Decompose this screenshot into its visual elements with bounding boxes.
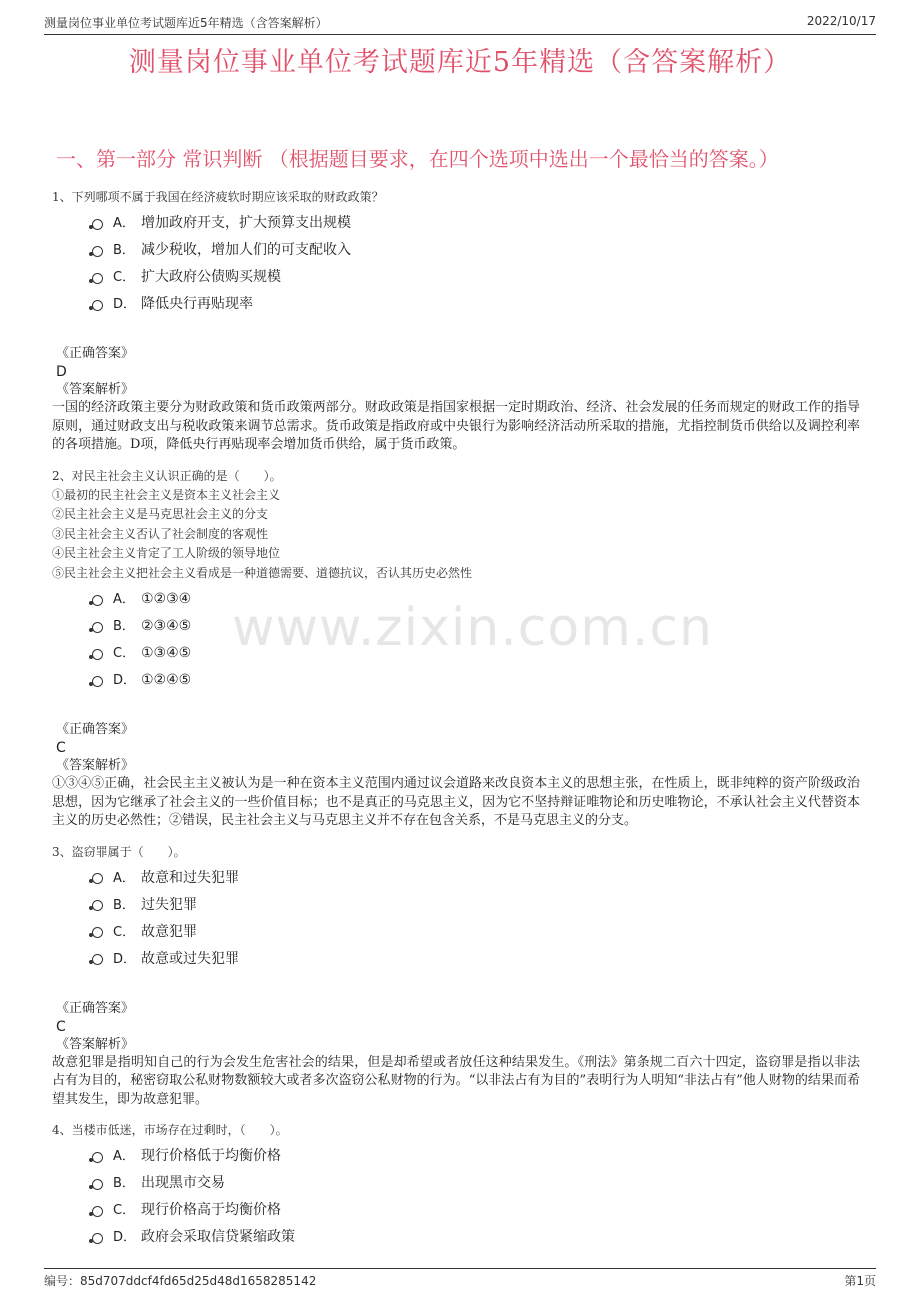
option-text: 故意犯罪 — [141, 923, 197, 940]
radio-icon[interactable] — [92, 595, 103, 606]
option-c[interactable] — [92, 920, 860, 947]
option-list — [92, 587, 860, 695]
radio-icon[interactable] — [92, 273, 103, 284]
correct-answer: C — [56, 1018, 66, 1035]
option-c[interactable] — [92, 641, 860, 668]
option-letter: B． — [113, 243, 135, 258]
radio-icon[interactable] — [92, 927, 103, 938]
watermark: www.zixin.com.cn — [232, 598, 713, 658]
correct-answer-label: 《正确答案》 — [56, 346, 135, 361]
option-list — [92, 1144, 860, 1252]
option-text: 过失犯罪 — [141, 896, 197, 913]
explanation-text: 一国的经济政策主要分为财政政策和货币政策两部分。财政政策是指国家根据一定时期政治、经济、社会发展的任务而规定的财政工作的指导原则，通过财政支出与税收政策来调节总需求。货币政策是指政府或中央银行为影响经济活动所采取的措施，尤指控制货币供给以及调控利率的各项措施。D项，降低央行再贴现率会增加货币供给，属于货币政策。 — [52, 400, 860, 452]
answer-block — [52, 1000, 860, 1110]
radio-icon[interactable] — [92, 676, 103, 687]
option-letter: D． — [113, 297, 137, 312]
option-text: 增加政府开支，扩大预算支出规模 — [141, 215, 351, 231]
option-letter: A． — [113, 216, 135, 231]
option-text: 出现黑市交易 — [141, 1175, 225, 1191]
option-text: 政府会采取信贷紧缩政策 — [141, 1229, 295, 1245]
explanation-label: 《答案解析》 — [56, 382, 135, 397]
radio-icon[interactable] — [92, 900, 103, 911]
document-title: 测量岗位事业单位考试题库近5年精选（含答案解析） — [128, 47, 792, 78]
explanation-label: 《答案解析》 — [56, 758, 135, 773]
option-d[interactable] — [92, 947, 860, 974]
option-d[interactable] — [92, 292, 860, 319]
header-date: 2022/10/17 — [806, 14, 876, 28]
radio-icon[interactable] — [92, 300, 103, 311]
page-header — [44, 10, 876, 35]
radio-icon[interactable] — [92, 1206, 103, 1217]
option-b[interactable] — [92, 238, 860, 265]
page-footer — [44, 1268, 876, 1291]
radio-icon[interactable] — [92, 649, 103, 660]
option-a[interactable] — [92, 866, 860, 893]
option-b[interactable] — [92, 1171, 860, 1198]
correct-answer-label: 《正确答案》 — [56, 1000, 135, 1016]
option-text: ①②③④ — [141, 591, 192, 607]
option-text: 减少税收，增加人们的可支配收入 — [141, 242, 351, 258]
explanation-text: 故意犯罪是指明知自己的行为会发生危害社会的结果，但是却希望或者放任这种结果发生。《刑法》第条规二百六十四定，盗窃罪是指以非法占有为目的，秘密窃取公私财物数额较大或者多次盗窃公私财物的行为。“以非法占有为目的”表明行为人明知“非法占有”他人财物的结果而希望其发生，即为故意犯罪。 — [52, 1054, 860, 1107]
answer-block — [52, 721, 860, 831]
statement-line: ③民主社会主义否认了社会制度的客观性 — [52, 526, 269, 541]
option-letter: D． — [113, 673, 137, 688]
option-letter: C． — [113, 646, 136, 661]
explanation-label: 《答案解析》 — [56, 1036, 135, 1052]
statement-line: ②民主社会主义是马克思社会主义的分支 — [52, 507, 269, 521]
question-block — [52, 843, 860, 1110]
option-letter: D． — [113, 951, 137, 967]
option-d[interactable] — [92, 1225, 860, 1252]
option-text: 现行价格低于均衡价格 — [141, 1148, 281, 1164]
option-a[interactable] — [92, 1144, 860, 1171]
radio-icon[interactable] — [92, 219, 103, 230]
correct-answer: C — [56, 740, 66, 756]
radio-icon[interactable] — [92, 873, 103, 884]
header-doc-name: 测量岗位事业单位考试题库近5年精选（含答案解析） — [44, 16, 328, 30]
option-text: ①②④⑤ — [141, 672, 192, 688]
option-letter: A． — [113, 870, 135, 886]
option-d[interactable] — [92, 668, 860, 695]
statement-line: ⑤民主社会主义把社会主义看成是一种道德需要、道德抗议，否认其历史必然性 — [52, 565, 473, 580]
radio-icon[interactable] — [92, 1233, 103, 1244]
radio-icon[interactable] — [92, 622, 103, 633]
radio-icon[interactable] — [92, 1179, 103, 1190]
radio-icon[interactable] — [92, 1152, 103, 1163]
option-text: 故意或过失犯罪 — [141, 950, 239, 967]
question-stem: 3、盗窃罪属于（ ）。 — [52, 844, 186, 859]
option-letter: A． — [113, 1149, 135, 1164]
section-title: 一、第一部分 常识判断 （根据题目要求，在四个选项中选出一个最恰当的答案。） — [56, 147, 779, 171]
footer-page-number: 第1页 — [844, 1274, 876, 1288]
option-text: 现行价格高于均衡价格 — [141, 1202, 281, 1218]
option-a[interactable] — [92, 587, 860, 614]
option-list — [92, 211, 860, 319]
option-letter: B． — [113, 619, 135, 634]
correct-answer: D — [56, 364, 67, 380]
question-stem: 4、当楼市低迷，市场存在过剩时，（ ）。 — [52, 1123, 288, 1137]
option-text: ②③④⑤ — [141, 618, 192, 634]
option-text: 降低央行再贴现率 — [141, 296, 253, 312]
option-letter: B． — [113, 897, 135, 913]
statement-line: ①最初的民主社会主义是资本主义社会主义 — [52, 487, 281, 502]
option-letter: B． — [113, 1176, 135, 1191]
option-text: ①③④⑤ — [141, 645, 192, 661]
option-b[interactable] — [92, 893, 860, 920]
option-c[interactable] — [92, 265, 860, 292]
option-letter: A． — [113, 592, 135, 607]
option-c[interactable] — [92, 1198, 860, 1225]
footer-doc-id: 编号：85d707ddcf4fd65d25d48d1658285142 — [44, 1274, 317, 1288]
question-block — [52, 1121, 860, 1252]
option-text: 扩大政府公债购买规模 — [141, 269, 281, 285]
option-letter: C． — [113, 270, 136, 285]
question-block — [52, 467, 860, 831]
option-a[interactable] — [92, 211, 860, 238]
correct-answer-label: 《正确答案》 — [56, 722, 135, 737]
question-stem: 1、下列哪项不属于我国在经济疲软时期应该采取的财政政策？ — [52, 190, 384, 204]
option-letter: C． — [113, 924, 136, 940]
statement-line: ④民主社会主义肯定了工人阶级的领导地位 — [52, 546, 281, 560]
option-text: 故意和过失犯罪 — [141, 869, 239, 886]
question-block — [52, 188, 860, 455]
radio-icon[interactable] — [92, 246, 103, 257]
option-b[interactable] — [92, 614, 860, 641]
answer-block — [52, 345, 860, 455]
option-list — [92, 866, 860, 974]
option-letter: D． — [113, 1230, 137, 1245]
question-stem: 2、对民主社会主义认识正确的是（ ）。 — [52, 468, 282, 483]
option-letter: C． — [113, 1203, 136, 1218]
question-list — [52, 188, 860, 1252]
explanation-text: ①③④⑤正确，社会民主主义被认为是一种在资本主义范围内通过议会道路来改良资本主义的思想主张，在性质上，既非纯粹的资产阶级政治思想，因为它继承了社会主义的一些价值目标；也不是真正的马克思主义，因为它不坚持辩证唯物论和历史唯物论，不承认社会主义代替资本主义的历史必然性；②错误，民主社会主义与马克思主义并不存在包含关系，不是马克思主义的分支。 — [52, 776, 860, 828]
radio-icon[interactable] — [92, 954, 103, 965]
